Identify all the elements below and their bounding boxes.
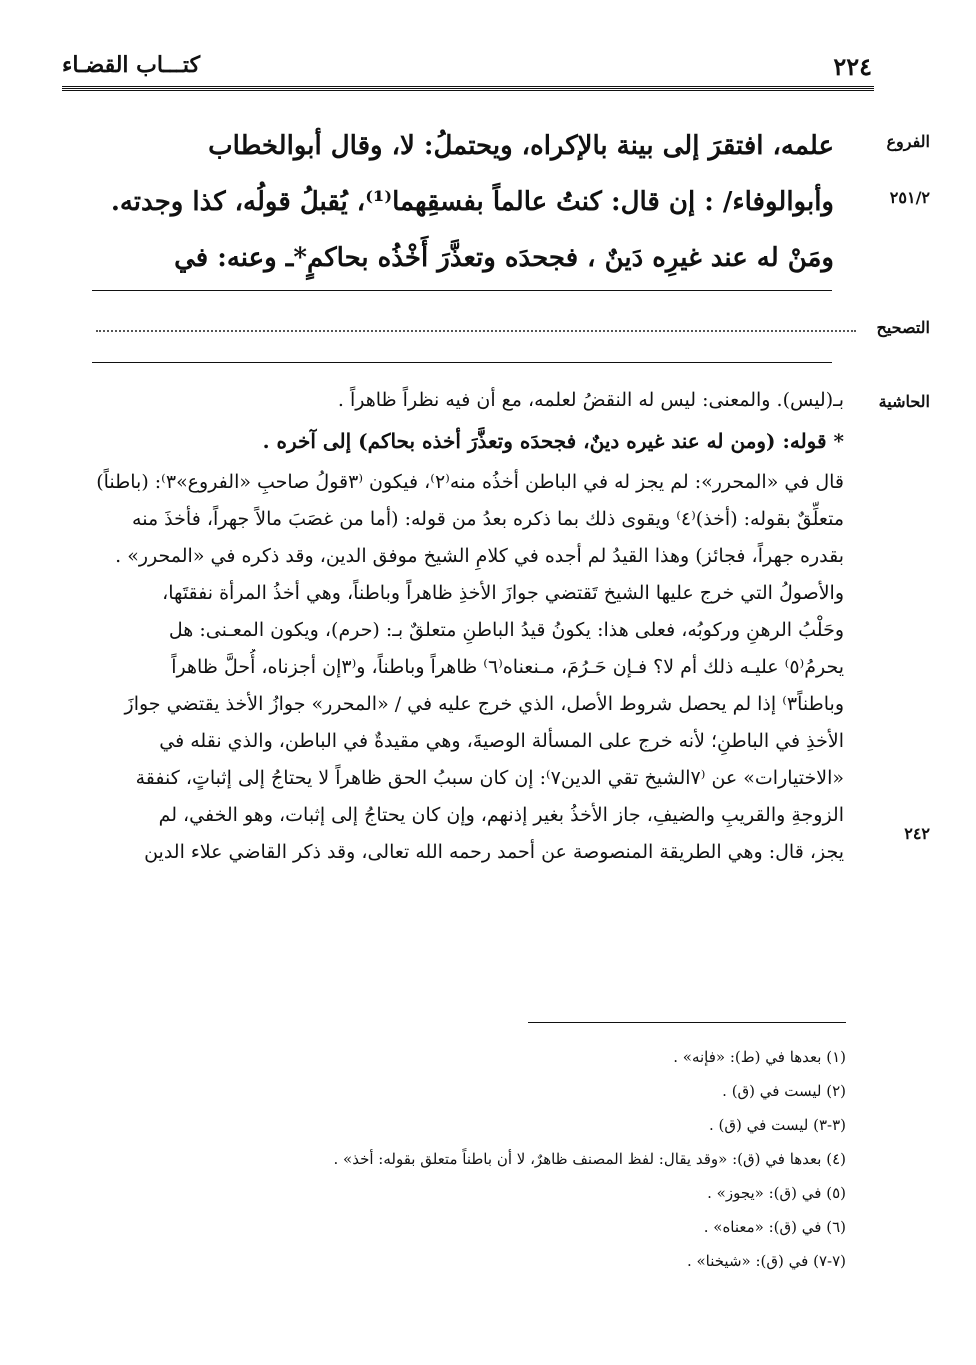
commentary-line: متعلِّقٌ بقوله: (أخذ)⁽٤⁾ ويقوى ذلك بما ذكره بعدُ من قوله: (أما من غصَبَ مالاً جهراً، فأخذَ منه [132, 508, 844, 530]
commentary-line: والأصولُ التي خرج عليها الشيخ تَقتضي جوازَ الأخذِ ظاهراً وباطناً، وهي أخذُ المرأة نفقتَها، [162, 582, 844, 604]
main-text [84, 118, 834, 286]
main-text-line: علمه، افتقرَ إلى بينة بالإكراه، ويحتملُ: لا، وقال أبوالخطاب [208, 131, 834, 161]
page-number: ٢٢٤ [833, 52, 872, 81]
main-text-line: وأبوالوفاء/ : إن قال: كنتُ عالماً بفسقِهما⁽¹⁾، يُقبلُ قولُه، كذا وجدته. [110, 187, 834, 217]
furu-label: الفروع [886, 132, 930, 151]
correction-rule [92, 362, 832, 363]
commentary-line: وحَلْبُ الرهنِ وركوبُه، فعلى هذا: يكونُ قيدُ الباطنِ متعلقٌ بـ: (حرم)، ويكون المعـنى: هل [168, 619, 844, 641]
commentary-line: يجز، قال: وهي الطريقة المنصوصة عن أحمد رحمه الله تعالى، وقد ذكر القاضي علاء الدين [144, 841, 844, 863]
commentary-line: بقدره جهراً، فجائز) وهذا القيدُ لم أجده في كلامِ الشيخ موفق الدين، وقد ذكره في «المحرر» . [115, 545, 844, 567]
commentary [84, 382, 844, 871]
header-rule [62, 86, 874, 91]
commentary-line: قال في «المحرر»: لم يجز له في الباطن أخذُه منه⁽٢⁾، فيكون ⁽٣قولُ صاحبِ «الفروع»٣⁾: (باطناً) [96, 471, 844, 493]
footnote: (٦) في (ق): «معناه» . [703, 1218, 846, 1236]
footnote: (٣-٣) ليست في (ق) . [709, 1116, 846, 1134]
main-text-line: ومَنْ له عند غيرِه دَينٌ ، فجحدَه وتعذَّرَ أَخْذُه بحاكمٍ*ـ وعنه: في [174, 243, 834, 273]
footnote: (٥) في (ق): «يجوز» . [707, 1184, 846, 1202]
footnotes [126, 1040, 846, 1278]
footnote: (٢) ليست في (ق) . [722, 1082, 846, 1100]
correction-dotted-line [96, 330, 856, 332]
commentary-line: وباطناً٣⁾ إذا لم يحصل شروط الأصل، الذي خرج عليه في / «المحرر» جوازُ الأخذ يقتضي جوازَ [124, 693, 844, 715]
book-title: كتـــاب القضـاء [62, 52, 201, 78]
footnote: (١) بعدها في (ط): «فإنه» . [673, 1048, 846, 1066]
correction-label: التصحيح [876, 318, 930, 337]
commentary-line: الزوجةِ والقريبِ والضيفِ، جاز الأخذُ بغير إذنهم، وإن كان يحتاجُ إلى إثبات، وهو الخفي، لم [158, 804, 844, 826]
hashiya-label: الحاشية [878, 392, 930, 411]
commentary-line: يحرمُ⁽٥⁾ عليـه ذلك أم لا؟ فـإن حَـرُمَ، مـنعناه⁽٦⁾ ظاهراً وباطناً، و⁽٣إن أجزناه، أُحلَّ ظاهراً [171, 656, 844, 678]
hashiya-reference: ٢٤٢ [904, 824, 930, 843]
footnote-rule [528, 1022, 846, 1023]
commentary-line: «الاختيارات» عن ⁽٧الشيخ تقي الدين٧⁾: إن كان سببُ الحق ظاهراً لا يحتاجُ إلى إثباتٍ، كنفقة [135, 767, 844, 789]
footnote: (٧-٧) في (ق): «شيخنا» . [686, 1252, 846, 1270]
footnote: (٤) بعدها في (ق): «وقد يقال: لفظ المصنف ظاهرٌ، لا أن باطناً متعلق بقوله: أخذ» . [333, 1150, 846, 1168]
commentary-line: الأخذِ في الباطنِ؛ لأنه خرج على المسألة الوصيةَ، وهي مقيدةٌ في الباطن، والذي نقله في [159, 730, 844, 752]
commentary-line: بـ(ليس). والمعنى: ليس له النقضُ لعلمه، مع أن فيه نظراً ظاهراً . [337, 389, 844, 411]
commentary-heading: * قوله: (ومن له عند غيره دينٌ، فجحدَه وتعذَّرَ أخذه بحاكم) إلى آخره . [262, 429, 844, 453]
main-text-rule [92, 290, 832, 291]
furu-reference: ٢٥١/٢ [889, 188, 930, 207]
